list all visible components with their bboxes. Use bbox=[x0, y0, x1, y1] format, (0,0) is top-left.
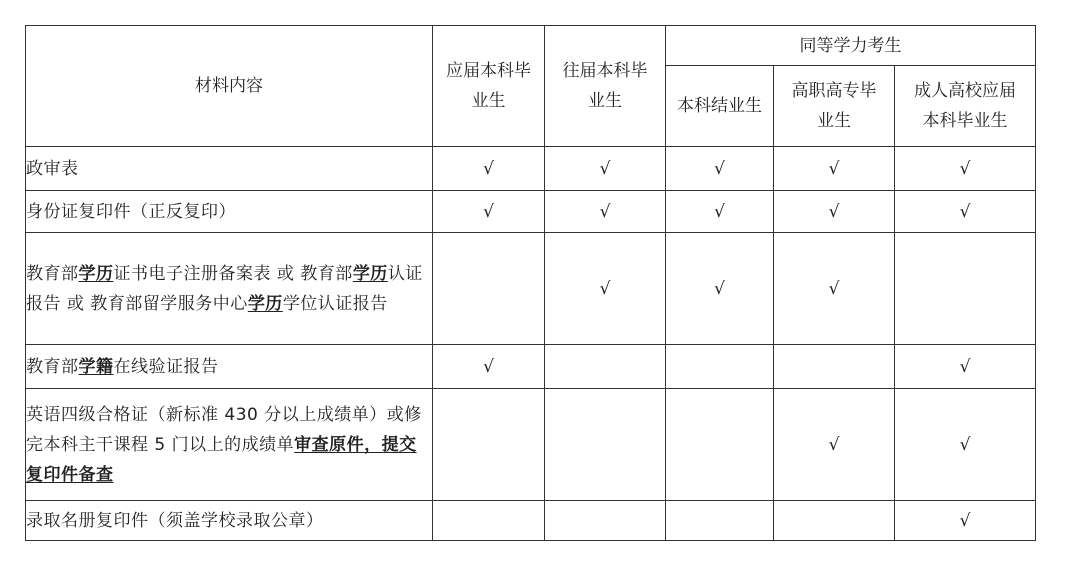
checkmark-icon: √ bbox=[828, 158, 840, 179]
material-emphasis: 学历 bbox=[78, 263, 114, 284]
table-row bbox=[26, 345, 1036, 389]
cell-past-graduate bbox=[545, 191, 666, 233]
cell-vocational-graduate bbox=[774, 345, 895, 389]
cell-vocational-graduate bbox=[774, 233, 895, 345]
cell-adult-college bbox=[895, 501, 1036, 541]
table-row bbox=[26, 147, 1036, 191]
header-past-graduate-line2: 业生 bbox=[588, 91, 622, 111]
cell-adult-college bbox=[895, 233, 1036, 345]
cell-undergrad-completion bbox=[666, 147, 774, 191]
cell-fresh-graduate bbox=[433, 389, 545, 501]
cell-undergrad-completion bbox=[666, 389, 774, 501]
header-past-graduate-line1: 往届本科毕 bbox=[562, 61, 648, 81]
material-text: 认证报告 或 教育部留学服务中心 bbox=[26, 263, 423, 314]
header-equivalent-group bbox=[666, 26, 1036, 66]
material-cell bbox=[26, 233, 433, 345]
checkmark-icon: √ bbox=[483, 356, 494, 377]
checkmark-icon: √ bbox=[599, 201, 611, 222]
cell-undergrad-completion bbox=[666, 501, 774, 541]
checkmark-icon: √ bbox=[828, 201, 840, 222]
checkmark-icon: √ bbox=[599, 278, 611, 299]
cell-adult-college bbox=[895, 389, 1036, 501]
table-row bbox=[26, 191, 1036, 233]
table-row bbox=[26, 501, 1036, 541]
checkmark-icon: √ bbox=[828, 434, 840, 455]
cell-fresh-graduate bbox=[433, 501, 545, 541]
cell-past-graduate bbox=[545, 147, 666, 191]
cell-fresh-graduate bbox=[433, 345, 545, 389]
cell-vocational-graduate bbox=[774, 501, 895, 541]
material-text: 教育部 bbox=[26, 356, 79, 377]
cell-undergrad-completion bbox=[666, 191, 774, 233]
checkmark-icon: √ bbox=[828, 278, 840, 299]
header-equivalent-group-label: 同等学力考生 bbox=[799, 35, 902, 56]
cell-undergrad-completion bbox=[666, 233, 774, 345]
material-emphasis: 学历 bbox=[247, 293, 283, 314]
cell-fresh-graduate bbox=[433, 147, 545, 191]
material-emphasis: 学历 bbox=[352, 263, 388, 284]
header-vocational-line1: 高职高专毕 bbox=[791, 81, 877, 101]
material-text: 证书电子注册备案表 或 教育部 bbox=[113, 263, 353, 284]
material-text: 学位认证报告 bbox=[282, 293, 388, 314]
header-past-graduate bbox=[545, 26, 666, 147]
cell-fresh-graduate bbox=[433, 191, 545, 233]
cell-adult-college bbox=[895, 147, 1036, 191]
checkmark-icon: √ bbox=[959, 158, 971, 179]
table-body bbox=[26, 147, 1036, 541]
header-fresh-graduate-line1: 应届本科毕 bbox=[446, 61, 531, 81]
material-cell bbox=[26, 191, 433, 233]
cell-vocational-graduate bbox=[774, 191, 895, 233]
header-undergrad-completion bbox=[666, 66, 774, 147]
cell-adult-college bbox=[895, 191, 1036, 233]
checkmark-icon: √ bbox=[959, 356, 971, 377]
material-cell bbox=[26, 389, 433, 501]
header-vocational-graduate bbox=[774, 66, 895, 147]
header-adult-college-line1: 成人高校应届 bbox=[914, 81, 1016, 101]
checkmark-icon: √ bbox=[959, 510, 971, 531]
header-fresh-graduate bbox=[433, 26, 545, 147]
header-material-content bbox=[26, 26, 433, 147]
checkmark-icon: √ bbox=[714, 278, 725, 299]
checkmark-icon: √ bbox=[959, 201, 971, 222]
cell-vocational-graduate bbox=[774, 389, 895, 501]
checkmark-icon: √ bbox=[959, 434, 971, 455]
cell-vocational-graduate bbox=[774, 147, 895, 191]
header-fresh-graduate-line2: 业生 bbox=[471, 91, 506, 111]
checkmark-icon: √ bbox=[483, 201, 494, 222]
materials-requirement-table bbox=[25, 25, 1036, 541]
header-material-label: 材料内容 bbox=[195, 76, 263, 96]
cell-past-graduate bbox=[545, 389, 666, 501]
header-vocational-line2: 业生 bbox=[817, 111, 851, 131]
checkmark-icon: √ bbox=[483, 158, 494, 179]
material-cell bbox=[26, 501, 433, 541]
header-row-top bbox=[26, 26, 1036, 66]
table-row bbox=[26, 389, 1036, 501]
material-text: 在线验证报告 bbox=[113, 356, 219, 377]
material-text: 录取名册复印件（须盖学校录取公章） bbox=[26, 510, 324, 531]
header-adult-college bbox=[895, 66, 1036, 147]
material-cell bbox=[26, 147, 433, 191]
material-emphasis: 审查原件，提交复印件备查 bbox=[26, 434, 417, 485]
material-text: 教育部 bbox=[26, 263, 79, 284]
checkmark-icon: √ bbox=[714, 201, 725, 222]
cell-past-graduate bbox=[545, 345, 666, 389]
cell-fresh-graduate bbox=[433, 233, 545, 345]
material-text: 政审表 bbox=[26, 158, 79, 179]
material-text: 英语四级合格证（新标准 430 分以上成绩单）或修完本科主干课程 5 门以上的成绩单 bbox=[26, 404, 422, 455]
table-row bbox=[26, 233, 1036, 345]
header-adult-college-line2: 本科毕业生 bbox=[922, 111, 1008, 131]
checkmark-icon: √ bbox=[714, 158, 725, 179]
material-cell bbox=[26, 345, 433, 389]
cell-adult-college bbox=[895, 345, 1036, 389]
header-undergrad-completion-label: 本科结业生 bbox=[677, 96, 762, 116]
cell-past-graduate bbox=[545, 501, 666, 541]
cell-undergrad-completion bbox=[666, 345, 774, 389]
checkmark-icon: √ bbox=[599, 158, 611, 179]
cell-past-graduate bbox=[545, 233, 666, 345]
material-text: 身份证复印件（正反复印） bbox=[26, 201, 236, 222]
material-emphasis: 学籍 bbox=[78, 356, 114, 377]
